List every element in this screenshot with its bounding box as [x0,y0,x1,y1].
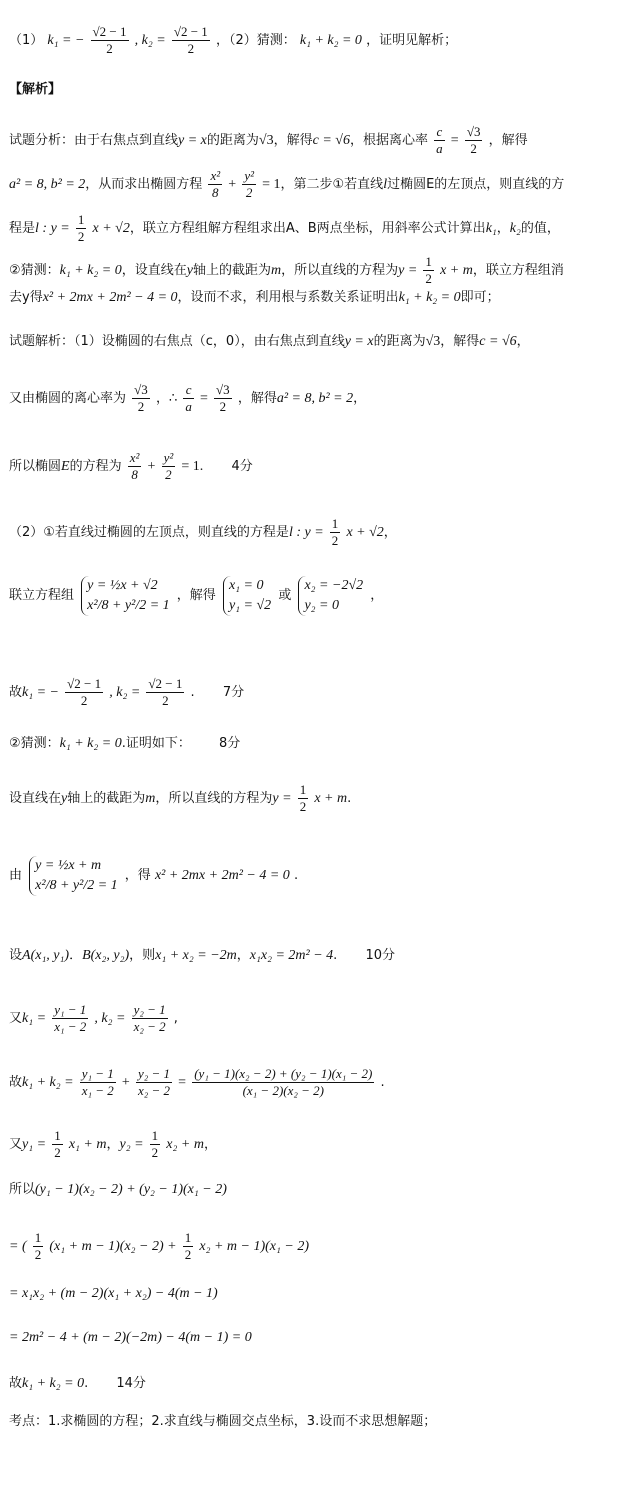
knowledge-points: 考点：1.求椭圆的方程；2.求直线与椭圆交点坐标，3.设而不求思想解题； [9,1414,437,1429]
analysis-line: a² = 8, b² = 2，从而求出椭圆方程 $\frac{\text{x²}}{8}$ + $\frac{\text{y²}}{2}$ = 1，第二步①若直线l过椭圆E的左顶点，则直线的方 [9,168,565,200]
equation-system: y = ½x + √2 x²/8 + y²/2 = 1 [81,576,170,616]
fraction: $\frac{√2 - 1}{2}$ [67,676,102,708]
fraction: $\frac{1}{2}$ [77,212,85,244]
fraction: $\frac{\text{x²}}{8}$ [129,450,140,482]
solution-line: 故k₁ = − $\frac{√2 - 1}{2}$ , k₂ = $\frac{√2 - 1}{2}$ . 7分 [9,676,245,708]
fraction: $\frac{\text{y₁ − 1}}{\text{x₁ − 2}}$ [54,1002,87,1034]
solution-line: 所以椭圆E的方程为 $\frac{\text{x²}}{8}$ + $\frac{\text{y²}}{2}$ = 1. 4分 [9,450,253,482]
equation-system: x₁ = 0 y₁ = √2 [223,576,271,616]
solution-line: ②猜测：k₁ + k₂ = 0.证明如下： 8分 [9,736,241,751]
fraction: $\frac{\text{(y₁ − 1)(x₂ − 2) + (y₂ − 1)(x₁ − 2)}}{\text{(x₁ − 2)(x₂ − 2)}}$ [194,1066,373,1098]
solution-line: 试题解析：（1）设椭圆的右焦点（c，0），由右焦点到直线y = x的距离为√3，解得c = √6， [9,334,530,349]
analysis-line: ②猜测：k₁ + k₂ = 0，设直线在y轴上的截距为m，所以直线的方程为y = $\frac{1}{2}$ x + m，联立方程组消 [9,254,564,286]
score-label: 7分 [222,685,245,700]
equation-system: y = ½x + m x²/8 + y²/2 = 1 [29,856,118,896]
analysis-heading: 【解析】 [9,82,62,97]
fraction: $\frac{c}{a}$ [436,124,443,156]
text: ，证明见解析； [366,33,458,48]
fraction: $\frac{√2 - 1}{2}$ [173,24,208,56]
analysis-line: 试题分析：由于右焦点到直线y = x的距离为√3，解得c = √6，根据离心率 $\frac{c}{a}$ = $\frac{√3}{2}$ ，解得 [9,124,528,156]
fraction: $\frac{√3}{2}$ [216,382,230,414]
score-label: 4分 [231,459,253,474]
solution-line: 联立方程组 y = ½x + √2 x²/8 + y²/2 = 1 ，解得 x₁ = 0 y₁ = √2 或 x₂ = −2√2 y₂ = 0 ， [9,576,383,616]
fraction: $\frac{\text{y²}}{2}$ [163,450,174,482]
fraction: $\frac{1}{2}$ [151,1128,159,1160]
score-label: 8分 [219,736,241,751]
analysis-line: 去y得x² + 2mx + 2m² − 4 = 0，设而不求，利用根与系数关系证明出k₁ + k₂ = 0即可； [9,290,500,305]
fraction: $\frac{\text{y₂ − 1}}{\text{x₂ − 2}}$ [137,1066,171,1098]
solution-line: 故k₁ + k₂ = 0. 14分 [9,1376,146,1391]
fraction: $\frac{√2 - 1}{2}$ [148,676,183,708]
formula: , k₂ = [134,33,166,48]
solution-line: = 2m² − 4 + (m − 2)(−2m) − 4(m − 1) = 0 [9,1330,252,1345]
fraction: $\frac{1}{2}$ [54,1128,61,1160]
solution-line: 又k₁ = $\frac{\text{y₁ − 1}}{\text{x₁ − 2}}$ , k₂ = $\frac{\text{y₂ − 1}}{\text{x₂ − 2}}$ , [9,1002,178,1034]
fraction: $\frac{\text{y²}}{2}$ [244,168,254,200]
fraction: $\frac{1}{2}$ [34,1230,42,1262]
solution-line: = ( $\frac{1}{2}$ (x₁ + m − 1)(x₂ − 2) + $\frac{1}{2}$ x₂ + m − 1)(x₁ − 2) [9,1230,309,1262]
fraction: $\frac{1}{2}$ [299,782,307,814]
solution-line: 故k₁ + k₂ = $\frac{\text{y₁ − 1}}{\text{x₁ − 2}}$ + $\frac{\text{y₂ − 1}}{\text{x₂ − 2}}$ = $\frac{\text{(y₁ − 1)(x₂ − 2) + (y₂ − 1)(x₁ − 2)}}{\text{(x₁ − 2)(x₂ − 2)}}$ . [9,1066,385,1098]
solution-line: 设直线在y轴上的截距为m，所以直线的方程为y = $\frac{1}{2}$ x + m. [9,782,352,814]
solution-line: 所以(y₁ − 1)(x₂ − 2) + (y₂ − 1)(x₁ − 2) [9,1182,227,1197]
solution-line: 由 y = ½x + m x²/8 + y²/2 = 1 ，得 x² + 2mx + 2m² − 4 = 0 . [9,856,298,896]
fraction: $\frac{\text{y₂ − 1}}{\text{x₂ − 2}}$ [133,1002,166,1034]
fraction: $\frac{√3}{2}$ [466,124,481,156]
fraction: $\frac{1}{2}$ [425,254,432,286]
fraction: $\frac{1}{2}$ [331,516,339,548]
solution-line: 又y₁ = $\frac{1}{2}$ x₁ + m，y₂ = $\frac{1}{2}$ x₂ + m， [9,1128,217,1160]
fraction: $\frac{\text{y₁ − 1}}{\text{x₁ − 2}}$ [81,1066,114,1098]
fraction: $\frac{\text{x²}}{8}$ [210,168,221,200]
text: ，（2）猜测： [215,33,296,48]
equation-system: x₂ = −2√2 y₂ = 0 [298,576,363,616]
fraction: $\frac{c}{a}$ [185,382,192,414]
answer-summary-line [9,24,457,57]
solution-line: 又由椭圆的离心率为 $\frac{√3}{2}$ ，∴ $\frac{c}{a}$ = $\frac{√3}{2}$ ，解得a² = 8, b² = 2， [9,382,367,414]
analysis-line: 程是l : y = $\frac{1}{2}$ x + √2，联立方程组解方程组求出A、B两点坐标，用斜率公式计算出k₁，k₂的值， [9,212,560,244]
solution-line: 设A(x₁, y₁)．B(x₂, y₂)，则x₁ + x₂ = −2m，x₁x₂ = 2m² − 4. 10分 [9,948,395,963]
fraction: $\frac{1}{2}$ [184,1230,192,1262]
part-label: （1） [9,33,44,48]
solution-line: （2）①若直线过椭圆的左顶点，则直线的方程是l : y = $\frac{1}{2}$ x + √2， [9,516,397,548]
fraction: $\frac{√2 - 1}{2}$ [92,24,127,56]
fraction: $\frac{√3}{2}$ [134,382,148,414]
score-label: 14分 [116,1376,146,1391]
score-label: 10分 [365,948,395,963]
solution-line: = x₁x₂ + (m − 2)(x₁ + x₂) − 4(m − 1) [9,1286,218,1301]
formula: k₁ = − [47,33,85,48]
formula: k₁ + k₂ = 0 [299,33,362,48]
